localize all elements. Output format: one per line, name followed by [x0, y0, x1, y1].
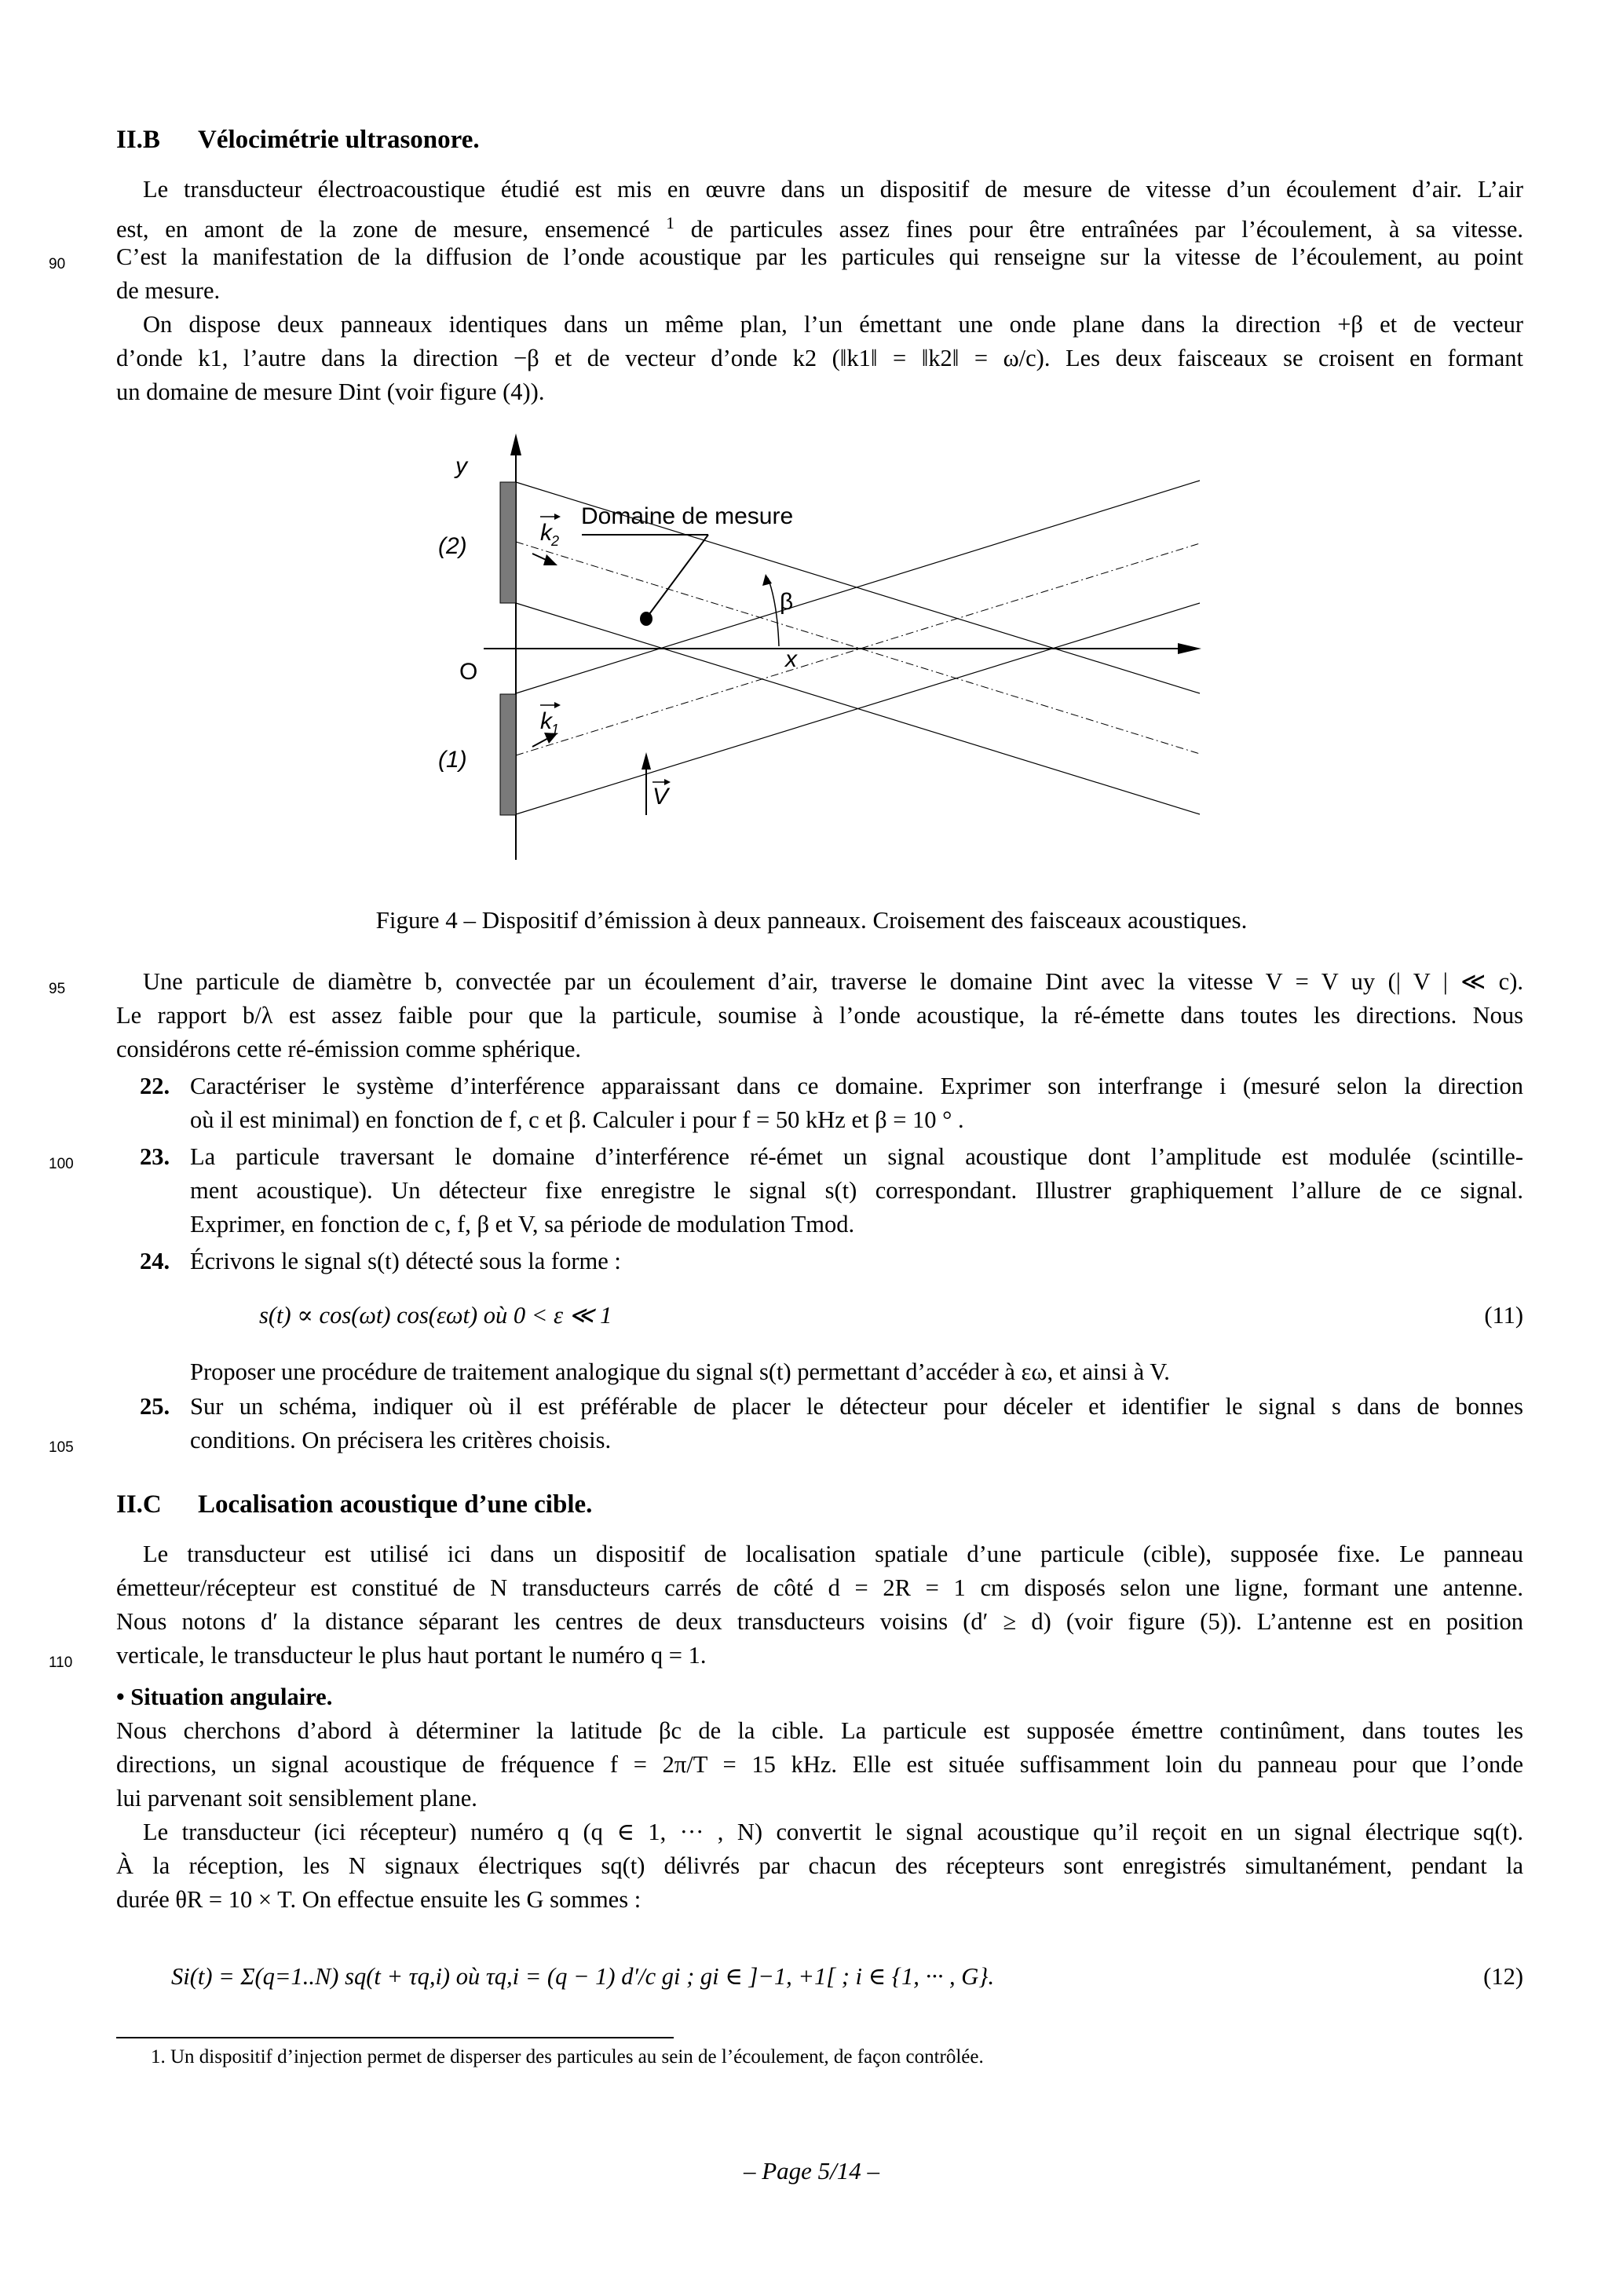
question-text: conditions. On précisera les critères choisis. — [190, 1427, 612, 1453]
section-number: II.B — [116, 126, 160, 154]
svg-text:1: 1 — [551, 722, 560, 737]
svg-text:k: k — [540, 708, 552, 734]
paragraph-line: lui parvenant soit sensiblement plane. — [116, 1785, 477, 1812]
paragraph-line: Nous cherchons d’abord à déterminer la latitude βc de la cible. La particule est supposée émettre continûment, dans toutes les — [116, 1717, 1523, 1744]
svg-text:β: β — [780, 589, 794, 615]
paragraph-line: C’est la manifestation de la diffusion de l’onde acoustique par les particules qui renseigne sur la vitesse de l’écoulement, au point — [116, 243, 1523, 270]
svg-text:2: 2 — [551, 533, 560, 549]
paragraph-line: Une particule de diamètre b, convectée par un écoulement d’air, traverse le domaine Dint avec la vitesse V = V uy (| V | ≪ c). — [143, 968, 1523, 995]
y-axis-arrow-icon — [510, 433, 521, 455]
equation-11: s(t) ∝ cos(ωt) cos(εωt) où 0 < ε ≪ 1 — [259, 1302, 612, 1329]
velocity-arrow-icon — [642, 752, 651, 770]
paragraph-line: émetteur/récepteur est constitué de N transducteurs carrés de côté d = 2R = 1 cm disposés selon une ligne, formant une antenne. — [116, 1574, 1523, 1601]
line-number: 110 — [49, 1654, 73, 1671]
paragraph-line: de mesure. — [116, 277, 221, 304]
question-text: Sur un schéma, indiquer où il est préférable de placer le détecteur pour déceler et identifier le signal s dans de bonnes — [190, 1393, 1523, 1420]
footnote-rule — [116, 2037, 674, 2038]
paragraph-line: On dispose deux panneaux identiques dans un même plan, l’un émettant une onde plane dans la direction +β et de vecteur — [143, 311, 1523, 338]
question-text: Proposer une procédure de traitement analogique du signal s(t) permettant d’accéder à εω, et ainsi à V. — [190, 1358, 1170, 1385]
svg-text:y: y — [455, 453, 467, 479]
figure-4-diagram — [432, 424, 1217, 864]
svg-text:V: V — [652, 784, 669, 810]
equation-12: Si(t) = Σ(q=1..N) sq(t + τq,i) où τq,i = (q − 1) d′/c gi ; gi ∈ ]−1, +1[ ; i ∈ {1, ··· , G}. — [171, 1963, 995, 1990]
section-title: Localisation acoustique d’une cible. — [198, 1490, 593, 1519]
paragraph-line: considérons cette ré-émission comme sphérique. — [116, 1036, 582, 1062]
paragraph-line: Le rapport b/λ est assez faible pour que la particule, soumise à l’onde acoustique, la ré-émette dans toutes les directions. Nous — [116, 1002, 1523, 1029]
equation-number: (12) — [1483, 1963, 1523, 1990]
question-number: 22. — [140, 1073, 170, 1099]
panel-2 — [500, 482, 516, 603]
question-text: Écrivons le signal s(t) détecté sous la forme : — [190, 1248, 621, 1274]
question-number: 24. — [140, 1248, 170, 1274]
line-number: 105 — [49, 1439, 74, 1456]
paragraph-line: directions, un signal acoustique de fréquence f = 2π/T = 15 kHz. Elle est située suffisamment loin du panneau pour que l’onde — [116, 1751, 1523, 1778]
svg-text:x: x — [785, 646, 797, 672]
paragraph-line: est, en amont de la zone de mesure, ensemencé $^1$ de particules assez fines pour être entraînées par l’écoulement, à sa vitesse. — [116, 214, 1524, 243]
question-text: Caractériser le système d’interférence apparaissant dans ce domaine. Exprimer son interfrange i (mesuré selon la direction — [190, 1073, 1523, 1099]
question-number: 25. — [140, 1393, 170, 1420]
section-title: Vélocimétrie ultrasonore. — [198, 126, 480, 154]
particle-dot — [640, 612, 652, 626]
footnote-ref: 1 — [666, 214, 674, 232]
paragraph-line: durée θR = 10 × T. On effectue ensuite les G sommes : — [116, 1886, 642, 1913]
question-text: La particule traversant le domaine d’interférence ré-émet un signal acoustique dont l’amplitude est modulée (scintille- — [190, 1143, 1523, 1170]
figure-caption: Figure 4 – Dispositif d’émission à deux panneaux. Croisement des faisceaux acoustiques. — [375, 906, 1248, 934]
svg-text:(1): (1) — [438, 747, 467, 773]
paragraph-line: un domaine de mesure Dint (voir figure (4)). — [116, 378, 545, 405]
line-number: 90 — [49, 256, 66, 272]
line-number: 100 — [49, 1156, 74, 1172]
paragraph-line: Le transducteur (ici récepteur) numéro q (q ∈ 1, ··· , N) convertit le signal acoustique qu’il reçoit en un signal électrique sq(t). — [143, 1819, 1523, 1845]
page-number: – Page 5/14 – — [743, 2157, 880, 2184]
question-text: ment acoustique). Un détecteur fixe enregistre le signal s(t) correspondant. Illustrer graphiquement l’allure de ce signal. — [190, 1177, 1523, 1204]
paragraph-line: Le transducteur électroacoustique étudié est mis en œuvre dans un dispositif de mesure de vitesse d’un écoulement d’air. L’air — [143, 176, 1523, 203]
equation-number: (11) — [1484, 1302, 1523, 1329]
paragraph-line: À la réception, les N signaux électriques sq(t) délivrés par chacun des récepteurs sont enregistrés simultanément, pendant la — [116, 1852, 1523, 1879]
section-heading-IIB — [116, 126, 480, 155]
paragraph-line: Le transducteur est utilisé ici dans un dispositif de localisation spatiale d’une particule (cible), supposée fixe. Le panneau — [143, 1541, 1523, 1567]
paragraph-line: Nous notons d′ la distance séparant les centres de deux transducteurs voisins (d′ ≥ d) (voir figure (5)). L’antenne est en position — [116, 1608, 1523, 1635]
line-number: 95 — [49, 981, 66, 997]
x-axis-arrow-icon — [1178, 643, 1201, 654]
question-text: où il est minimal) en fonction de f, c et β. Calculer i pour f = 50 kHz et β = 10 ° . — [190, 1106, 964, 1133]
svg-text:k: k — [540, 520, 552, 546]
question-number: 23. — [140, 1143, 170, 1170]
section-heading-IIC — [116, 1490, 592, 1519]
paragraph-line: d’onde k1, l’autre dans la direction −β et de vecteur d’onde k2 (‖k1‖ = ‖k2‖ = ω/c). Les deux faisceaux se croisent en formant — [116, 345, 1523, 371]
svg-text:O: O — [459, 659, 478, 685]
subheading: • Situation angulaire. — [116, 1684, 333, 1710]
question-text: Exprimer, en fonction de c, f, β et V, sa période de modulation Tmod. — [190, 1211, 855, 1238]
paragraph-line: verticale, le transducteur le plus haut portant le numéro q = 1. — [116, 1642, 707, 1669]
panel-1 — [500, 694, 516, 815]
svg-text:Domaine de mesure: Domaine de mesure — [581, 503, 794, 529]
section-number: II.C — [116, 1490, 162, 1519]
footnote: 1. Un dispositif d’injection permet de disperser des particules au sein de l’écoulement, de façon contrôlée. — [151, 2046, 984, 2067]
svg-text:(2): (2) — [438, 533, 467, 559]
